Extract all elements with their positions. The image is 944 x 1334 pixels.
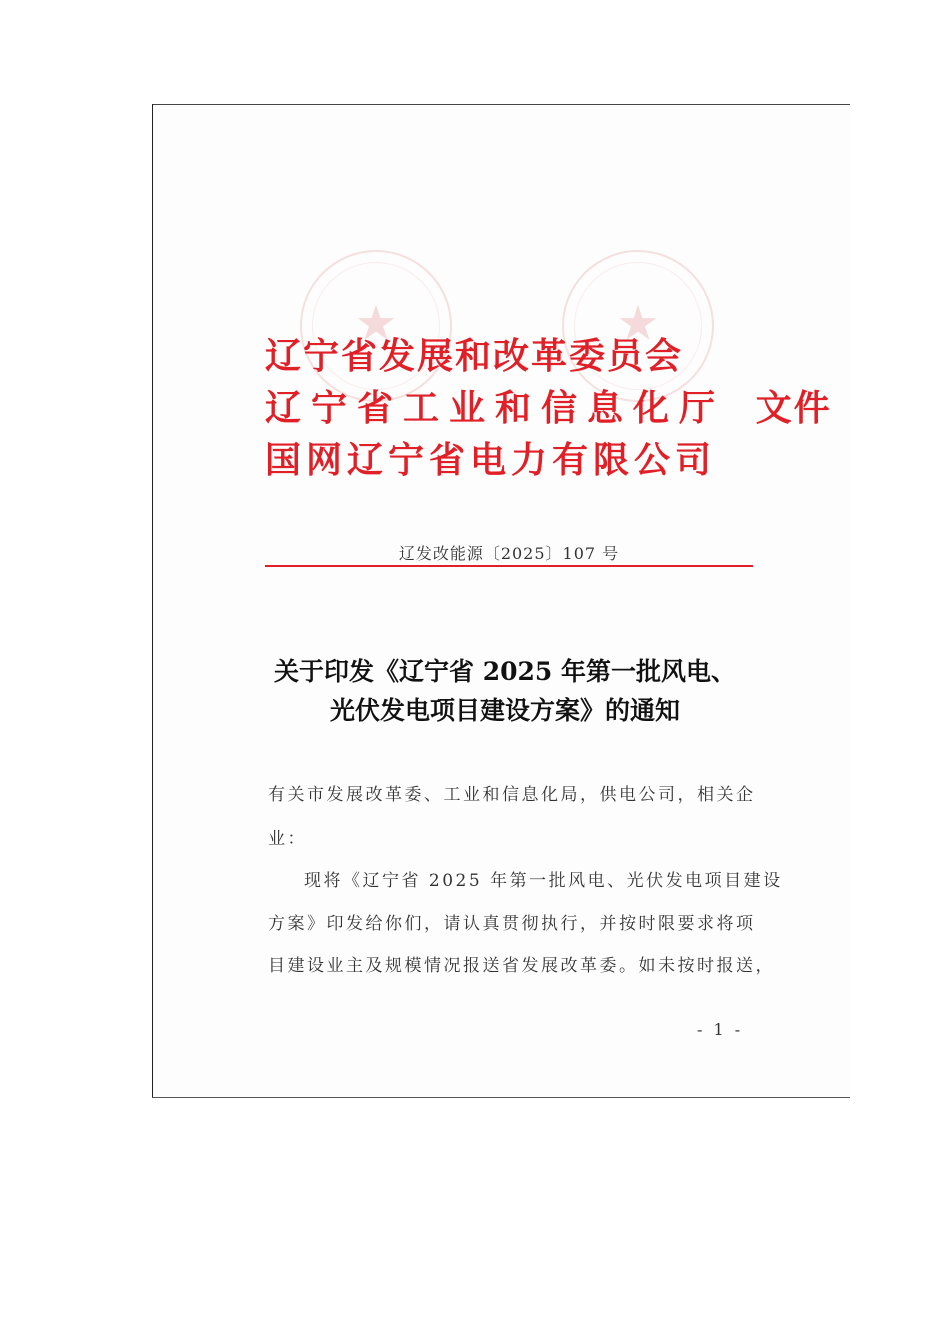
scanned-page [152,104,850,1098]
page-edge-left [152,104,153,1098]
issuer-state-grid [265,439,717,481]
notice-title-line-1: 关于印发《辽宁省 2025 年第一批风电、 [274,657,736,686]
red-divider [265,565,753,567]
page-number: - 1 - [697,1020,744,1039]
issuer-miit [265,387,832,429]
notice-title-line-2: 光伏发电项目建设方案》的通知 [329,696,680,725]
document-number: 辽发改能源〔2025〕107 号 [398,544,620,563]
addressee-line-1: 有关市发展改革委、工业和信息化局，供电公司，相关企 [268,785,756,805]
official-seal-right [562,250,714,402]
document-suffix: 文件 [755,387,832,429]
issuer-name: 辽宁省工业和信息化厅 [265,387,726,429]
issuer-ndrc [265,335,684,377]
body-line-2: 方案》印发给你们，请认真贯彻执行，并按时限要求将项 [268,914,756,934]
page-edge-top [152,104,850,105]
addressee-line-2: 业： [268,829,307,849]
issuer-name: 辽宁省发展和改革委员会 [265,335,684,377]
issuer-name: 国网辽宁省电力有限公司 [265,439,717,481]
star-icon: ★ [616,295,660,352]
body-line-1: 现将《辽宁省 2025 年第一批风电、光伏发电项目建设 [304,871,783,891]
page-edge-bottom [152,1097,850,1098]
body-line-3: 目建设业主及规模情况报送省发展改革委。如未按时报送， [268,956,775,976]
star-icon: ★ [354,295,398,352]
official-seal-left [300,250,452,402]
